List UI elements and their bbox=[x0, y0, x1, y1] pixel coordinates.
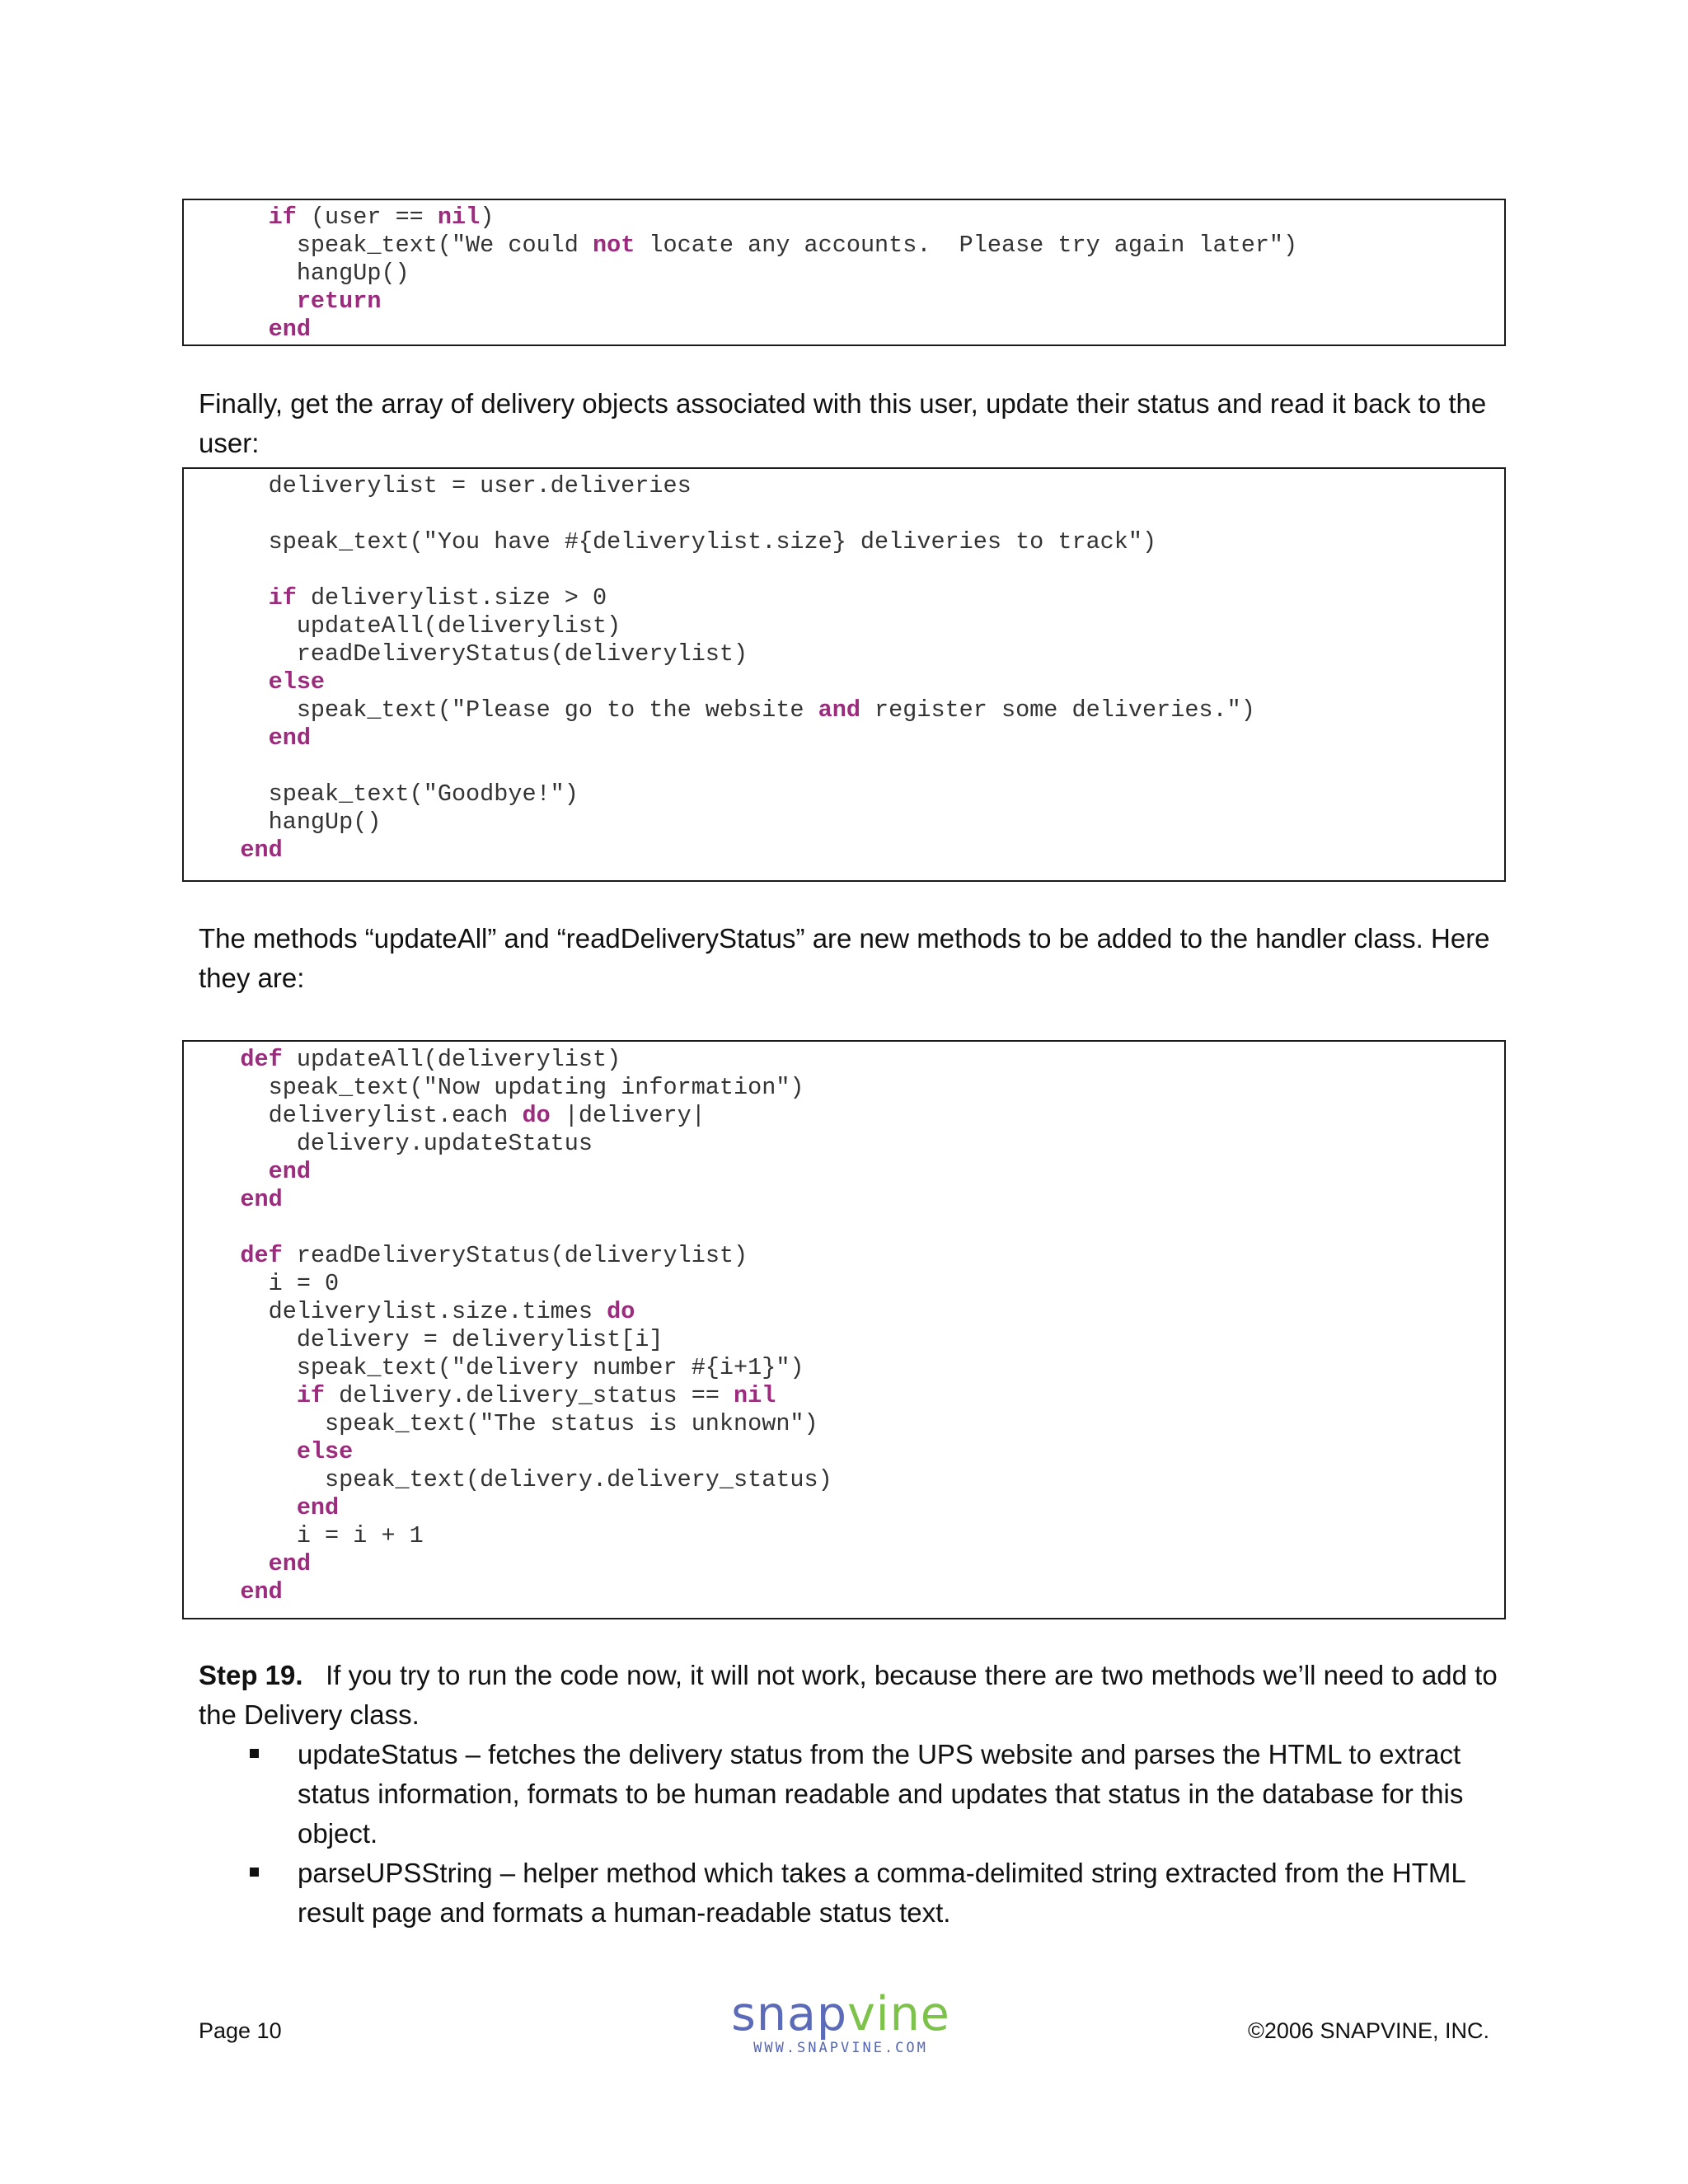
code-block-delivery-list bbox=[182, 467, 1506, 882]
code-text bbox=[184, 1550, 269, 1577]
code-line bbox=[184, 528, 1504, 556]
code-keyword: else bbox=[296, 1438, 354, 1465]
code-keyword: end bbox=[240, 1578, 283, 1605]
code-keyword: and bbox=[818, 696, 860, 724]
code-text: ) bbox=[480, 204, 495, 231]
code-line bbox=[184, 500, 1504, 528]
square-bullet-icon bbox=[250, 1749, 259, 1758]
code-text: (user == bbox=[296, 204, 438, 231]
code-line bbox=[184, 1186, 1504, 1214]
code-line bbox=[184, 1578, 1504, 1606]
code-text: hangUp() bbox=[184, 260, 410, 287]
code-line bbox=[184, 1522, 1504, 1550]
page-number: Page 10 bbox=[199, 2018, 282, 2043]
bullet-text: updateStatus – fetches the delivery status from the UPS website and parses the HTML to extract status information, formats to be human readable and updates that status in the database for this object. bbox=[298, 1739, 1464, 1849]
code-listing bbox=[184, 1046, 1504, 1606]
code-keyword: else bbox=[268, 668, 326, 696]
code-keyword: if bbox=[268, 584, 297, 612]
code-keyword: def bbox=[240, 1242, 283, 1269]
code-line bbox=[184, 668, 1504, 696]
logo-wordmark bbox=[717, 1989, 964, 2040]
code-text: i = i + 1 bbox=[184, 1522, 424, 1549]
code-text bbox=[184, 288, 297, 315]
code-line bbox=[184, 316, 1504, 344]
step-label: Step 19. bbox=[199, 1660, 303, 1690]
code-text bbox=[184, 1578, 240, 1605]
code-line bbox=[184, 1354, 1504, 1382]
code-keyword: return bbox=[296, 288, 382, 315]
code-line bbox=[184, 1046, 1504, 1074]
code-keyword: do bbox=[522, 1102, 551, 1129]
code-text: deliverylist.size.times bbox=[184, 1298, 607, 1325]
code-line bbox=[184, 1438, 1504, 1466]
code-text: speak_text("Now updating information") bbox=[184, 1074, 804, 1101]
code-line bbox=[184, 1130, 1504, 1158]
code-keyword: if bbox=[268, 204, 297, 231]
code-text bbox=[184, 1186, 240, 1213]
logo-word-snap: snap bbox=[731, 1987, 848, 2041]
method-bullet-list bbox=[199, 1735, 1501, 1933]
code-block-null-user-check bbox=[182, 199, 1506, 346]
code-text bbox=[184, 837, 240, 864]
code-keyword: end bbox=[268, 724, 311, 752]
code-text: register some deliveries.") bbox=[860, 696, 1255, 724]
code-text: i = 0 bbox=[184, 1270, 340, 1297]
code-text: speak_text("delivery number #{i+1}") bbox=[184, 1354, 804, 1381]
code-line bbox=[184, 472, 1504, 500]
paragraph-delivery-array: Finally, get the array of delivery objects associated with this user, update their status and read it back to the user: bbox=[199, 388, 1487, 458]
code-line bbox=[184, 584, 1504, 612]
code-text: delivery.updateStatus bbox=[184, 1130, 593, 1157]
code-text: speak_text("The status is unknown") bbox=[184, 1410, 818, 1437]
code-keyword: do bbox=[607, 1298, 635, 1325]
code-line bbox=[184, 696, 1504, 724]
code-line bbox=[184, 752, 1504, 780]
code-line bbox=[184, 1466, 1504, 1494]
snapvine-logo bbox=[717, 1989, 964, 2056]
code-line bbox=[184, 1242, 1504, 1270]
code-line bbox=[184, 837, 1504, 865]
code-text: speak_text(delivery.delivery_status) bbox=[184, 1466, 832, 1493]
square-bullet-icon bbox=[250, 1868, 259, 1877]
paragraph-new-methods: The methods “updateAll” and “readDeliveryStatus” are new methods to be added to the handler class. Here they are: bbox=[199, 923, 1490, 993]
code-text bbox=[184, 204, 269, 231]
code-text bbox=[184, 1046, 240, 1073]
code-keyword: end bbox=[268, 1158, 311, 1185]
code-text: readDeliveryStatus(deliverylist) bbox=[184, 640, 748, 668]
code-keyword: end bbox=[268, 316, 311, 343]
code-text bbox=[184, 1158, 269, 1185]
code-block-handler-methods bbox=[182, 1040, 1506, 1619]
list-item-parse-ups-string bbox=[199, 1854, 1501, 1933]
bullet-text: parseUPSString – helper method which takes a comma-delimited string extracted from the HTML result page and formats a human-readable status text. bbox=[298, 1858, 1465, 1928]
code-text bbox=[184, 1382, 297, 1409]
code-line bbox=[184, 232, 1504, 260]
code-text: speak_text("Goodbye!") bbox=[184, 780, 579, 808]
code-text bbox=[184, 1494, 297, 1521]
code-line bbox=[184, 288, 1504, 316]
code-text: updateAll(deliverylist) bbox=[184, 612, 621, 640]
code-text: speak_text("Please go to the website bbox=[184, 696, 818, 724]
code-keyword: nil bbox=[437, 204, 481, 231]
code-line bbox=[184, 1102, 1504, 1130]
code-text: locate any accounts. Please try again later") bbox=[635, 232, 1298, 259]
code-listing bbox=[184, 472, 1504, 865]
code-text: updateAll(deliverylist) bbox=[282, 1046, 621, 1073]
code-text bbox=[184, 1242, 240, 1269]
copyright-notice: ©2006 SNAPVINE, INC. bbox=[1247, 2018, 1489, 2043]
code-keyword: nil bbox=[734, 1382, 776, 1409]
code-text: speak_text("We could bbox=[184, 232, 593, 259]
code-line bbox=[184, 1074, 1504, 1102]
code-text bbox=[184, 584, 269, 612]
code-keyword: end bbox=[240, 1186, 283, 1213]
logo-url: WWW.SNAPVINE.COM bbox=[753, 2040, 928, 2056]
code-text bbox=[184, 668, 269, 696]
code-keyword: end bbox=[240, 837, 283, 864]
code-text: delivery = deliverylist[i] bbox=[184, 1326, 663, 1353]
code-keyword: end bbox=[268, 1550, 311, 1577]
code-line bbox=[184, 808, 1504, 837]
logo-word-vine: vine bbox=[847, 1987, 950, 2041]
code-line bbox=[184, 556, 1504, 584]
step-text: If you try to run the code now, it will not work, because there are two methods we’ll need to add to the Delivery class. bbox=[199, 1660, 1498, 1730]
code-text: readDeliveryStatus(deliverylist) bbox=[282, 1242, 748, 1269]
step-19-paragraph bbox=[199, 1656, 1501, 1735]
code-text: delivery.delivery_status == bbox=[325, 1382, 734, 1409]
code-line bbox=[184, 612, 1504, 640]
code-line bbox=[184, 1270, 1504, 1298]
code-line bbox=[184, 1410, 1504, 1438]
list-item-update-status bbox=[199, 1735, 1501, 1854]
code-line bbox=[184, 1550, 1504, 1578]
code-keyword: end bbox=[296, 1494, 340, 1521]
code-line bbox=[184, 1326, 1504, 1354]
code-text: deliverylist = user.deliveries bbox=[184, 472, 692, 499]
code-keyword: not bbox=[592, 232, 635, 259]
code-keyword: if bbox=[296, 1382, 326, 1409]
code-line bbox=[184, 260, 1504, 288]
code-line bbox=[184, 640, 1504, 668]
code-line bbox=[184, 1214, 1504, 1242]
code-line bbox=[184, 1298, 1504, 1326]
code-text bbox=[184, 316, 269, 343]
code-text: deliverylist.size > 0 bbox=[296, 584, 607, 612]
code-text bbox=[184, 724, 269, 752]
code-line bbox=[184, 1494, 1504, 1522]
code-text: deliverylist.each bbox=[184, 1102, 523, 1129]
code-keyword: def bbox=[240, 1046, 283, 1073]
code-text bbox=[184, 1438, 297, 1465]
code-text: |delivery| bbox=[550, 1102, 706, 1129]
code-text: speak_text("You have #{deliverylist.size} deliveries to track") bbox=[184, 528, 1157, 555]
code-line bbox=[184, 724, 1504, 752]
code-text: hangUp() bbox=[184, 808, 382, 836]
code-line bbox=[184, 1158, 1504, 1186]
code-line bbox=[184, 780, 1504, 808]
code-line bbox=[184, 204, 1504, 232]
code-line bbox=[184, 1382, 1504, 1410]
code-listing bbox=[184, 204, 1504, 344]
